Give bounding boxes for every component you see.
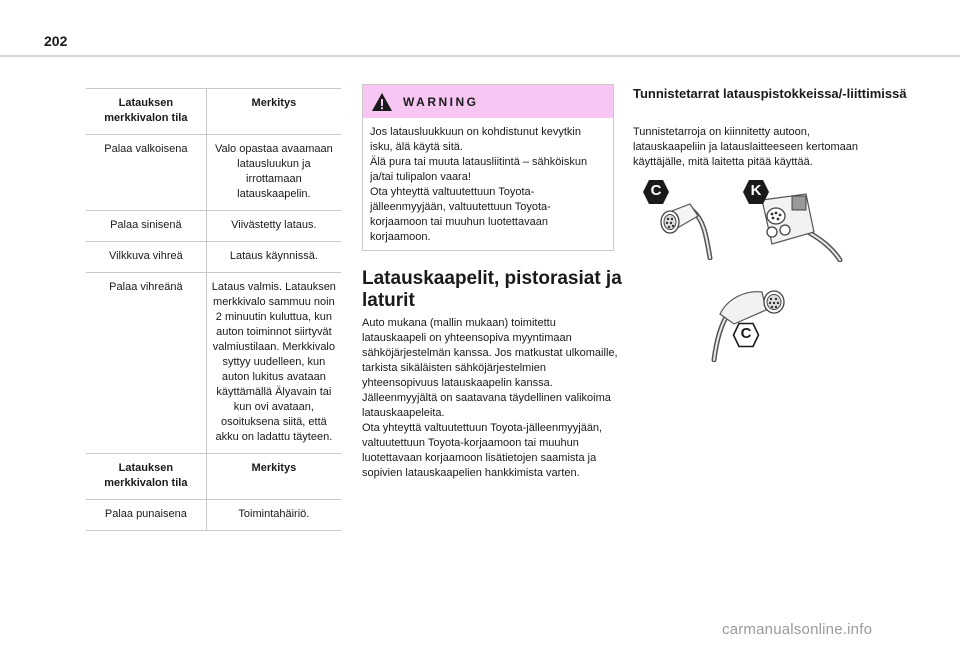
section-text-labels: Tunnistetarroja on kiinnitetty autoon, latauskaapeliin ja latauslaitteeseen kertomaan käyttäjälle, mitä laitetta pitää käyttää. [633, 126, 859, 168]
meaning-cell: Valo opastaa avaamaan latausluukun ja irrottamaan latauskaapelin. [206, 135, 341, 211]
header-rule [0, 55, 960, 57]
meaning-cell: Lataus valmis. Latauksen merkkivalo sammuu noin 2 minuutin kuluttua, kun auton toiminnot siirtyvät valmiustilaan. Merkkivalo syttyy uudelleen, kun auton lukitus avataan käyttämällä Älyavain tai kun ovi avataan, osoituksena siitä, että akku on ladattu täyteen. [206, 273, 341, 454]
warning-header [363, 85, 613, 118]
warning-body [363, 118, 613, 245]
warning-line: Jos latausluukkuun on kohdistunut kevytkin isku, älä käytä sitä. [370, 126, 581, 153]
warning-triangle-icon [371, 92, 393, 112]
meaning-cell: Merkitys [206, 89, 341, 135]
section-heading-labels: Tunnistetarrat latauspistokkeissa/-liittimissä [633, 86, 907, 101]
paragraph: Auto mukana (mallin mukaan) toimitettu latauskaapeli on yhteensopiva myyntimaan sähköjärjestelmän kanssa. Jos matkustat ulkomaille, tarkista sikäläisten sähköjärjestelmien yhteensopivuus latauskaapelin kanssa. [362, 317, 618, 389]
label-c-letter: C [650, 182, 662, 199]
section-text-cables [362, 316, 620, 481]
table-row [86, 135, 341, 211]
table-header-row [86, 454, 341, 500]
meaning-cell: Toimintahäiriö. [206, 500, 341, 531]
warning-line: Älä pura tai muuta latausliitintä – sähköiskun ja/tai tulipalon vaara! [370, 156, 588, 183]
meaning-cell: Merkitys [206, 454, 341, 500]
status-cell: Palaa sinisenä [86, 211, 206, 242]
warning-box [362, 84, 614, 251]
warning-title: WARNING [403, 94, 479, 109]
paragraph: Jälleenmyyjältä on saatavana täydellinen valikoima latauskaapeleita. [362, 392, 611, 419]
table-header-row [86, 89, 341, 135]
status-cell: Latauksen merkkivalon tila [86, 454, 206, 500]
meaning-cell: Lataus käynnissä. [206, 242, 341, 273]
status-cell: Vilkkuva vihreä [86, 242, 206, 273]
page-number: 202 [44, 33, 68, 49]
table-row [86, 211, 341, 242]
status-cell: Palaa punaisena [86, 500, 206, 531]
watermark: carmanualsonline.info [722, 621, 873, 638]
status-cell: Latauksen merkkivalon tila [86, 89, 206, 135]
section-heading-cables: Latauskaapelit, pistorasiat ja laturit [362, 268, 622, 311]
label-c-outline-letter: C [740, 325, 752, 342]
charge-indicator-table [86, 88, 341, 531]
status-cell: Palaa valkoisena [86, 135, 206, 211]
warning-line: Ota yhteyttä valtuutettuun Toyota-jälleenmyyjään, valtuutettuun Toyota-korjaamoon tai muuhun luotettavaan korjaamoon. [370, 186, 551, 243]
table-row [86, 273, 341, 454]
table-row [86, 500, 341, 531]
label-k-letter: K [750, 182, 762, 199]
paragraph: Ota yhteyttä valtuutettuun Toyota-jälleenmyyjään, valtuutettuun Toyota-korjaamoon tai muuhun luotettavaan korjaamoon lisätietojen saamista ja sopivien latauskaapelien hankkimista varten. [362, 422, 603, 479]
status-cell: Palaa vihreänä [86, 273, 206, 454]
meaning-cell: Viivästetty lataus. [206, 211, 341, 242]
table-row [86, 242, 341, 273]
